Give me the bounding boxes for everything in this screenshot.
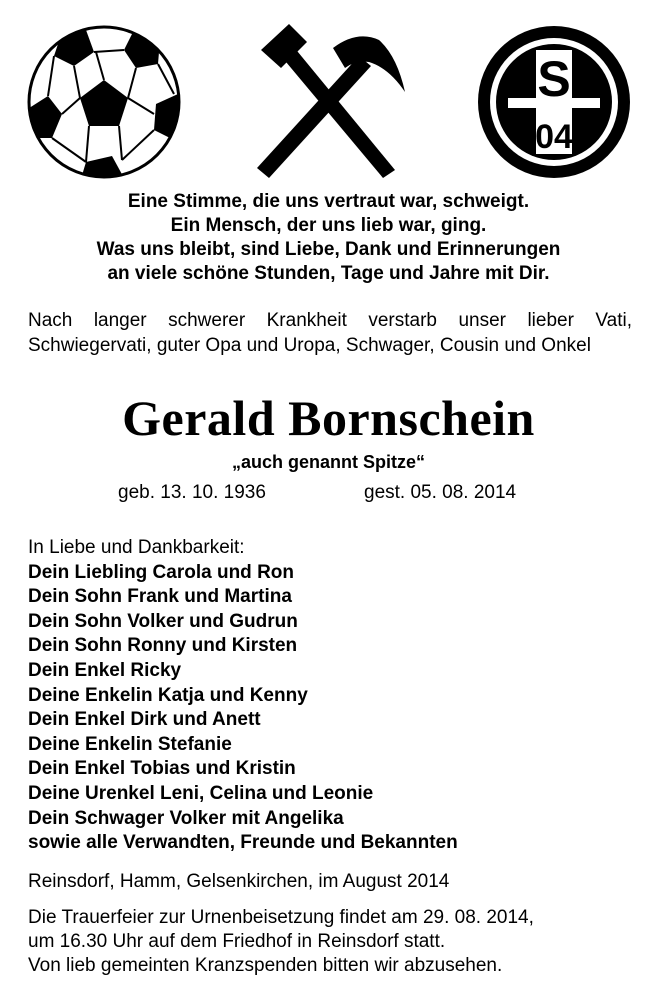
funeral-line: Von lieb gemeinten Kranzspenden bitten wir abzusehen. bbox=[28, 955, 503, 976]
soccer-ball-icon bbox=[24, 22, 184, 182]
poem-line: Ein Mensch, der uns lieb war, ging. bbox=[170, 215, 487, 236]
logo-text-bottom: 04 bbox=[535, 118, 573, 156]
funeral-notice bbox=[28, 906, 632, 978]
family-member: Dein Enkel Dirk und Anett bbox=[28, 709, 261, 731]
funeral-line: Die Trauerfeier zur Urnenbeisetzung findet am 29. 08. 2014, bbox=[28, 907, 534, 928]
death-date: gest. 05. 08. 2014 bbox=[364, 482, 517, 503]
birth-date: geb. 13. 10. 1936 bbox=[118, 482, 266, 503]
funeral-line: um 16.30 Uhr auf dem Friedhof in Reinsdorf statt. bbox=[28, 931, 446, 952]
symbol-row bbox=[0, 22, 657, 182]
memorial-poem bbox=[0, 190, 657, 286]
family-member: Deine Urenkel Leni, Celina und Leonie bbox=[28, 782, 374, 804]
family-member: Dein Enkel Ricky bbox=[28, 659, 182, 681]
deceased-name: Gerald Bornschein bbox=[122, 390, 535, 446]
family-member: Deine Enkelin Stefanie bbox=[28, 733, 232, 755]
family-member: sowie alle Verwandten, Freunde und Bekannten bbox=[28, 832, 458, 854]
family-member: Dein Sohn Ronny und Kirsten bbox=[28, 635, 298, 657]
poem-line: Eine Stimme, die uns vertraut war, schweigt. bbox=[127, 191, 530, 212]
family-member: Dein Schwager Volker mit Angelika bbox=[28, 807, 344, 829]
hammer-and-pick-icon bbox=[247, 22, 407, 182]
life-dates bbox=[0, 480, 657, 506]
logo-text-top: S bbox=[537, 51, 571, 107]
poem-line: an viele schöne Stunden, Tage und Jahre mit Dir. bbox=[107, 263, 550, 284]
poem-line: Was uns bleibt, sind Liebe, Dank und Erinnerungen bbox=[96, 239, 561, 260]
family-member: Dein Liebling Carola und Ron bbox=[28, 561, 294, 583]
family-member: Deine Enkelin Katja und Kenny bbox=[28, 684, 308, 706]
intro-text: Nach langer schwerer Krankheit verstarb unser lieber Vati, Schwiegervati, guter Opa und Uropa, Schwager, Cousin und Onkel bbox=[28, 310, 632, 356]
family-member: Dein Sohn Frank und Martina bbox=[28, 586, 292, 608]
schalke-04-logo bbox=[474, 22, 634, 182]
family-member: Dein Enkel Tobias und Kristin bbox=[28, 758, 296, 780]
family-list bbox=[28, 536, 638, 856]
family-member: Dein Sohn Volker und Gudrun bbox=[28, 610, 298, 632]
deceased-nickname: „auch genannt Spitze“ bbox=[231, 452, 426, 472]
place-and-date: Reinsdorf, Hamm, Gelsenkirchen, im August 2014 bbox=[28, 871, 450, 892]
family-heading: In Liebe und Dankbarkeit: bbox=[28, 537, 245, 558]
